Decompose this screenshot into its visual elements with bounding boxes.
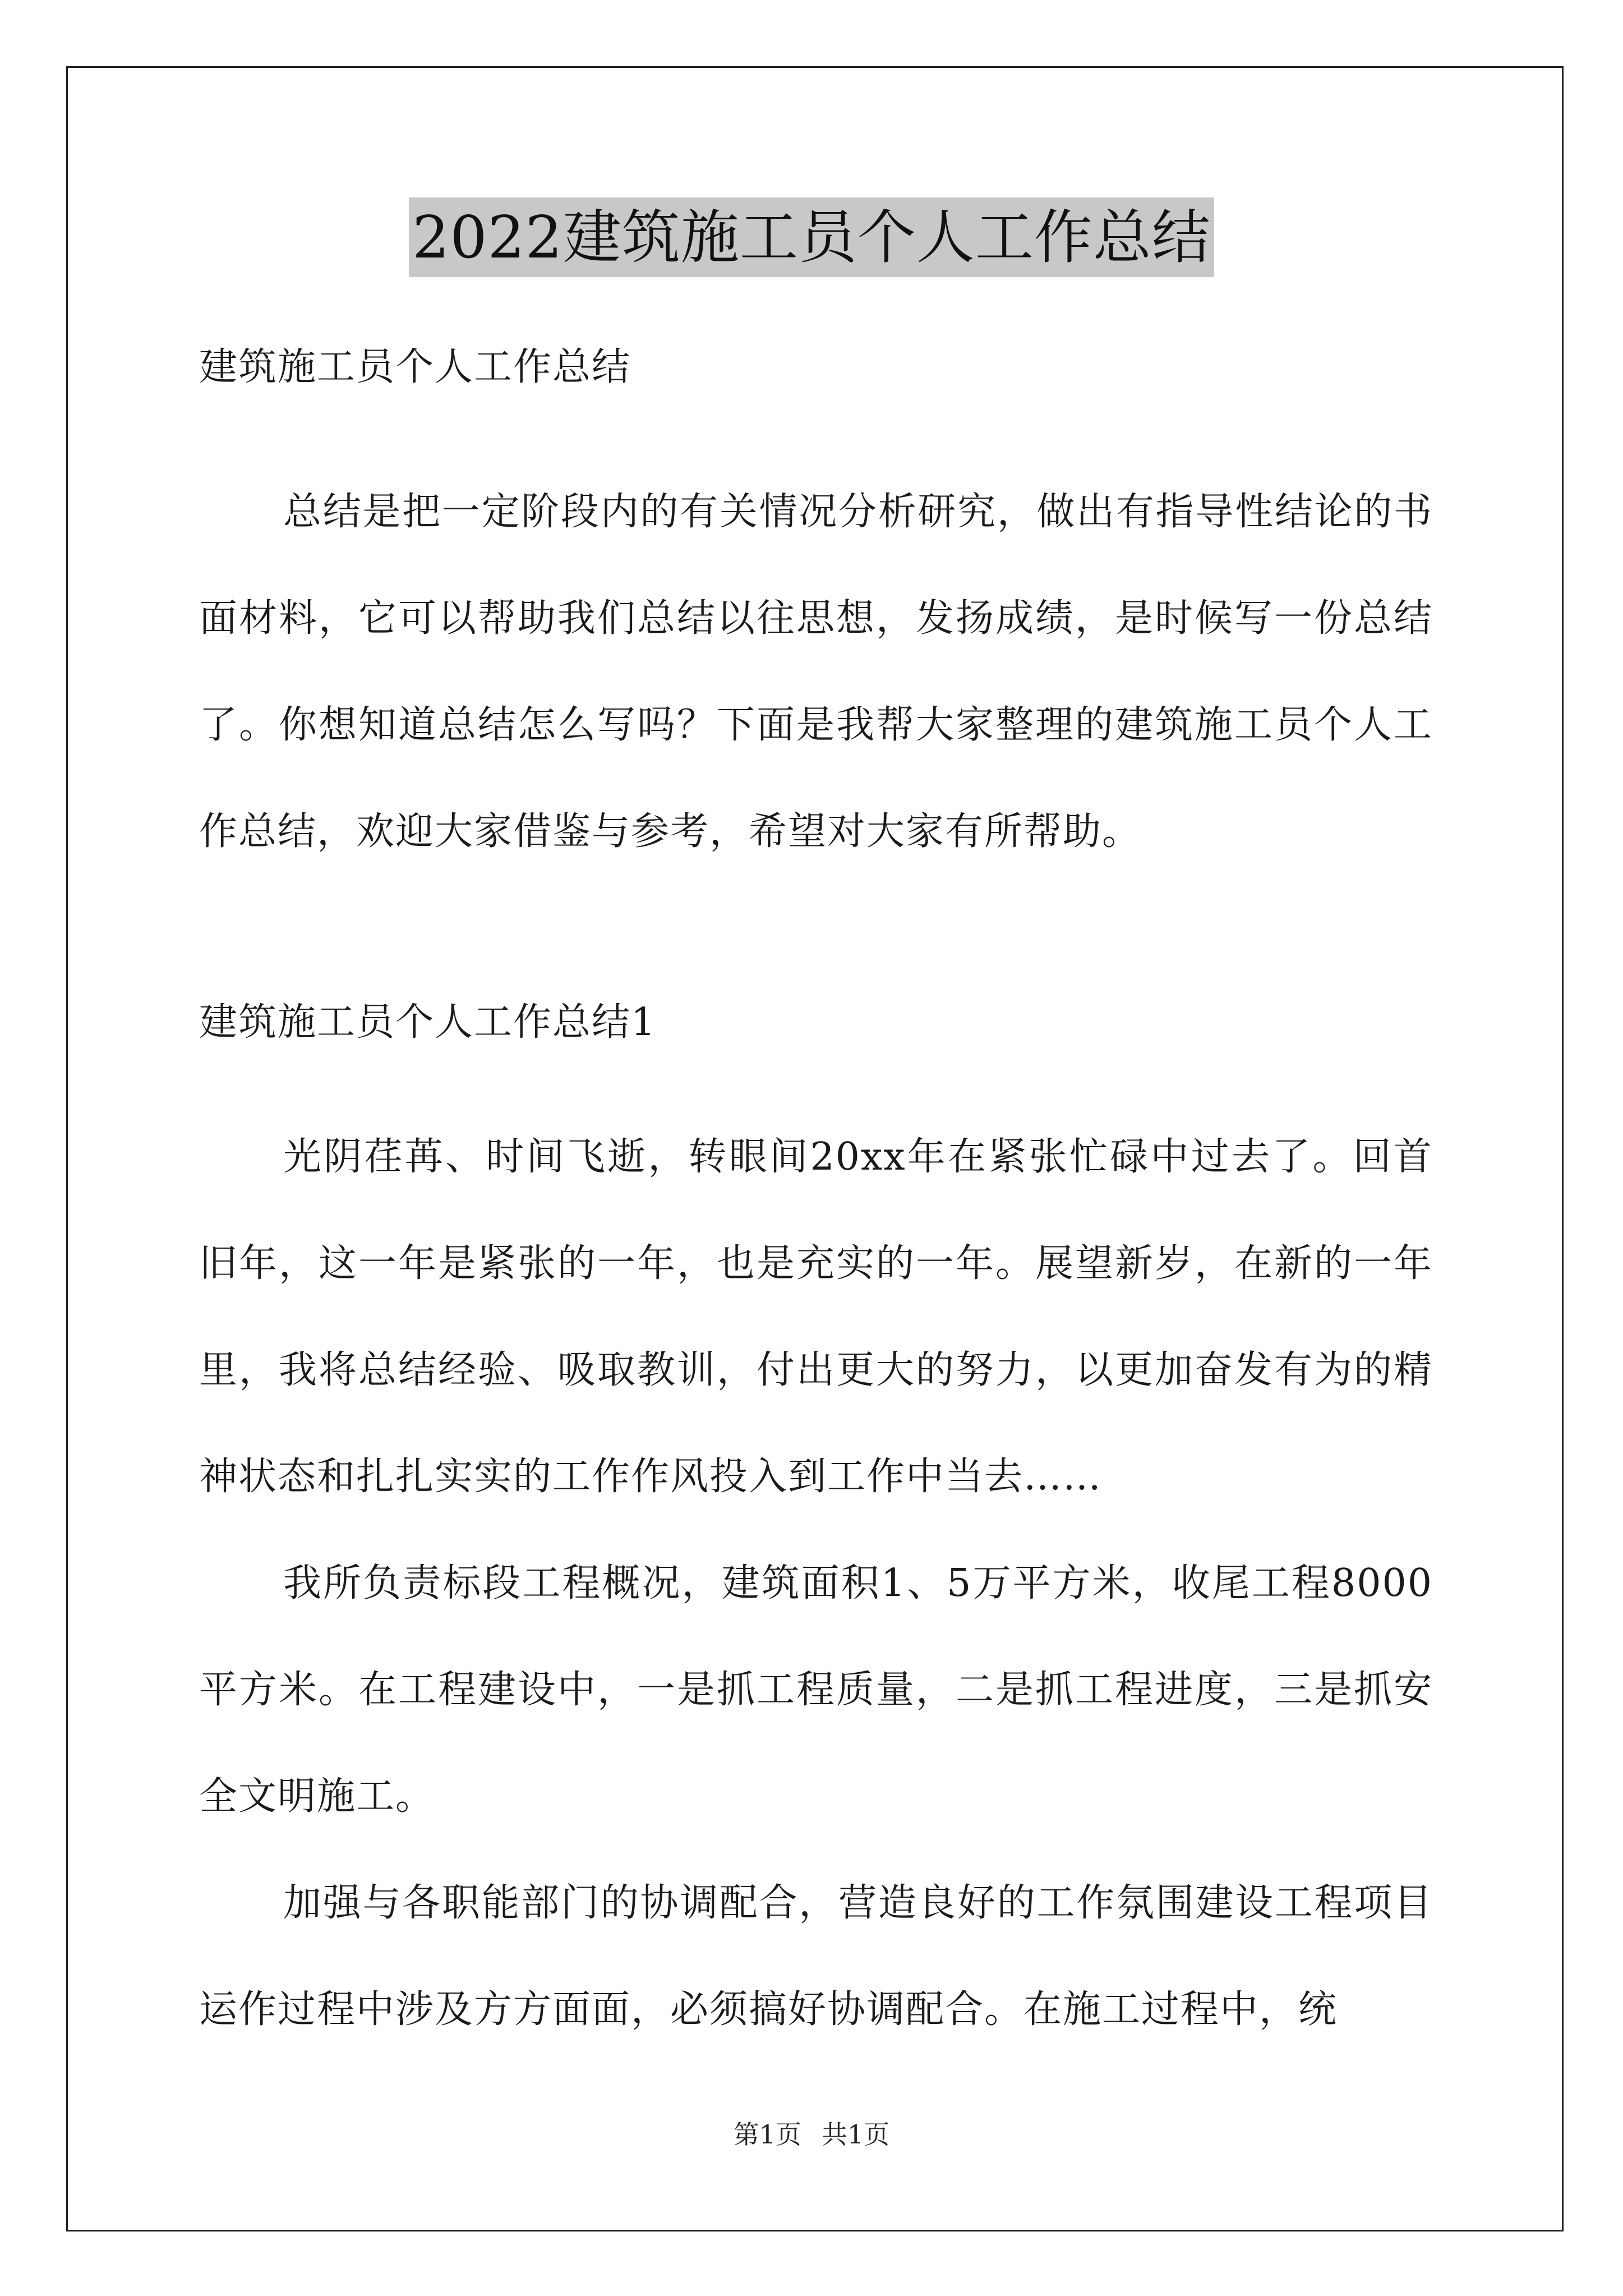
page-number: 第1页 (733, 2119, 801, 2150)
intro-paragraph: 总结是把一定阶段内的有关情况分析研究，做出有指导性结论的书面材料，它可以帮助我们总结以往思想，发扬成绩，是时候写一份总结了。你想知道总结怎么写吗？下面是我帮大家整理的建筑施工员个人工作总结，欢迎大家借鉴与参考，希望对大家有所帮助。 (199, 490, 1433, 854)
section-heading: 建筑施工员个人工作总结1 (199, 1000, 657, 1045)
document-body (199, 342, 1433, 2063)
intro-heading: 建筑施工员个人工作总结 (199, 345, 631, 389)
body-paragraph: 我所负责标段工程概况，建筑面积1、5万平方米，收尾工程8000平方米。在工程建设中，一是抓工程质量，二是抓工程进度，三是抓安全文明施工。 (199, 1561, 1433, 1819)
title-container (0, 197, 1623, 277)
body-paragraph: 光阴荏苒、时间飞逝，转眼间20xx年在紧张忙碌中过去了。回首旧年，这一年是紧张的一年，也是充实的一年。展望新岁，在新的一年里，我将总结经验、吸取教训，付出更大的努力，以更加奋发有为的精神状态和扎扎实实的工作作风投入到工作中当去…… (199, 1135, 1433, 1499)
document-title: 2022建筑施工员个人工作总结 (409, 197, 1214, 277)
page-total: 共1页 (822, 2119, 890, 2150)
body-paragraph: 加强与各职能部门的协调配合，营造良好的工作氛围建设工程项目运作过程中涉及方方面面，必须搞好协调配合。在施工过程中，统 (199, 1881, 1433, 2032)
page-footer (0, 2118, 1623, 2151)
